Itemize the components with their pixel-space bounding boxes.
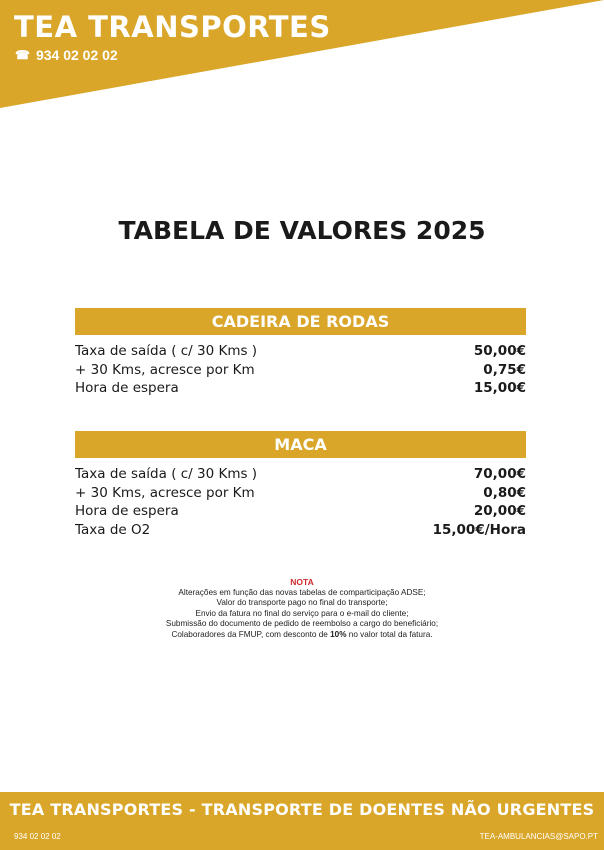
price-value: 20,00€ — [473, 503, 526, 520]
note-discount-percent: 10% — [330, 629, 347, 639]
section-maca — [75, 431, 526, 539]
price-value: 50,00€ — [473, 343, 526, 360]
note-line: Valor do transporte pago no final do transporte; — [216, 598, 388, 607]
note-line: Submissão do documento de pedido de reembolso a cargo do beneficiário; — [165, 619, 439, 628]
footer-phone: 934 02 02 02 — [14, 832, 61, 841]
price-row — [75, 484, 526, 503]
notes-block — [0, 577, 604, 640]
price-value: 0,80€ — [483, 484, 526, 501]
phone-icon: ☎ — [15, 48, 30, 62]
header-phone-number: 934 02 02 02 — [35, 47, 118, 63]
price-value: 70,00€ — [473, 466, 526, 483]
price-label: Hora de espera — [75, 503, 179, 520]
price-value: 0,75€ — [483, 361, 526, 378]
price-label: Taxa de O2 — [75, 521, 151, 538]
price-row — [75, 361, 526, 380]
note-line-discount — [0, 630, 604, 641]
page-title: TABELA DE VALORES 2025 — [118, 216, 486, 245]
price-label: Taxa de saída ( c/ 30 Kms ) — [75, 466, 258, 483]
price-row — [75, 379, 526, 398]
price-label: + 30 Kms, acresce por Km — [75, 484, 255, 501]
header-phone — [15, 47, 118, 63]
price-row — [75, 342, 526, 361]
section-header: CADEIRA DE RODAS — [75, 308, 526, 335]
notes-title: NOTA — [290, 577, 314, 587]
price-row — [75, 465, 526, 484]
note-line: Envio da fatura no final do serviço para o e-mail do cliente; — [195, 608, 409, 618]
price-value: 15,00€ — [473, 380, 526, 397]
brand-name: TEA TRANSPORTES — [14, 10, 331, 44]
section-header: MACA — [75, 431, 526, 458]
price-label: Hora de espera — [75, 380, 179, 397]
price-label: Taxa de saída ( c/ 30 Kms ) — [75, 343, 258, 360]
section-cadeira-de-rodas — [75, 308, 526, 398]
price-row — [75, 521, 526, 540]
price-label: + 30 Kms, acresce por Km — [75, 361, 255, 378]
footer-email: TEA-AMBULANCIAS@SAPO.PT — [479, 832, 598, 841]
footer-banner — [0, 792, 604, 850]
note-line: Alterações em função das novas tabelas de comparticipação ADSE; — [178, 587, 426, 597]
price-value: 15,00€/Hora — [432, 521, 526, 538]
note-discount-text-end: no valor total da fatura. — [346, 629, 433, 639]
footer-title: TEA TRANSPORTES - TRANSPORTE DE DOENTES NÃO URGENTES — [9, 800, 595, 819]
price-row — [75, 502, 526, 521]
note-discount-text: Colaboradores da FMUP, com desconto de — [171, 629, 331, 639]
